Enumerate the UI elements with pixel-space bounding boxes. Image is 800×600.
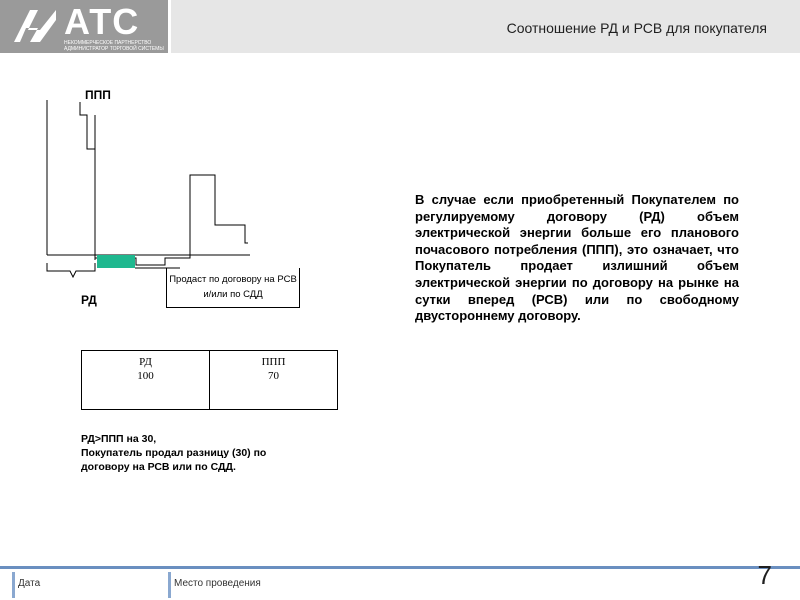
footer-place: Место проведения <box>174 578 261 589</box>
rd-value: 100 <box>137 370 154 382</box>
difference-note <box>81 432 321 474</box>
rd-brace <box>47 263 95 277</box>
logo <box>0 0 168 53</box>
table-cell-rd <box>82 351 210 410</box>
logo-lightning-icon <box>10 6 60 46</box>
rd-header: РД <box>139 356 152 368</box>
footer-marker <box>12 572 15 598</box>
ppp-label: ППП <box>85 88 111 102</box>
ppp-header: ППП <box>261 356 286 368</box>
surplus-highlight <box>97 255 135 268</box>
header-bar <box>0 0 800 53</box>
rd-label: РД <box>81 293 97 307</box>
values-table <box>81 350 338 410</box>
logo-subtitle: НЕКОММЕРЧЕСКОЕ ПАРТНЕРСТВО АДМИНИСТРАТОР ТОРГОВОЙ СИСТЕМЫ <box>64 40 164 52</box>
difference-note-line: Покупатель продал разницу (30) по <box>81 447 267 459</box>
footer-marker <box>168 572 171 598</box>
consumption-step-curve <box>80 102 248 265</box>
slide-title: Соотношение РД и РСВ для покупателя <box>506 20 767 36</box>
table-cell-ppp <box>210 351 338 410</box>
logo-separator <box>168 0 171 53</box>
logo-text: АТС <box>64 1 140 42</box>
explanation-paragraph: В случае если приобретенный Покупателем по регулируемому договору (РД) объем электрической энергии больше его планового почасового потребления (ППП), это означает, что Покупатель продает излишний объем электрической энергии по договору на рынке на сутки вперед (РСВ) или по свободному двустороннему договору. <box>415 192 739 324</box>
table-row <box>82 351 338 410</box>
surplus-note: Продаст по договору на РСВ и/или по СДД <box>166 268 300 308</box>
footer-date: Дата <box>18 578 41 589</box>
difference-note-line: РД>ППП на 30, <box>81 433 157 445</box>
ppp-value: 70 <box>268 370 279 382</box>
footer-divider <box>0 566 800 569</box>
page-number: 7 <box>757 560 772 590</box>
difference-note-line: договору на РСВ или по СДД. <box>81 461 236 473</box>
